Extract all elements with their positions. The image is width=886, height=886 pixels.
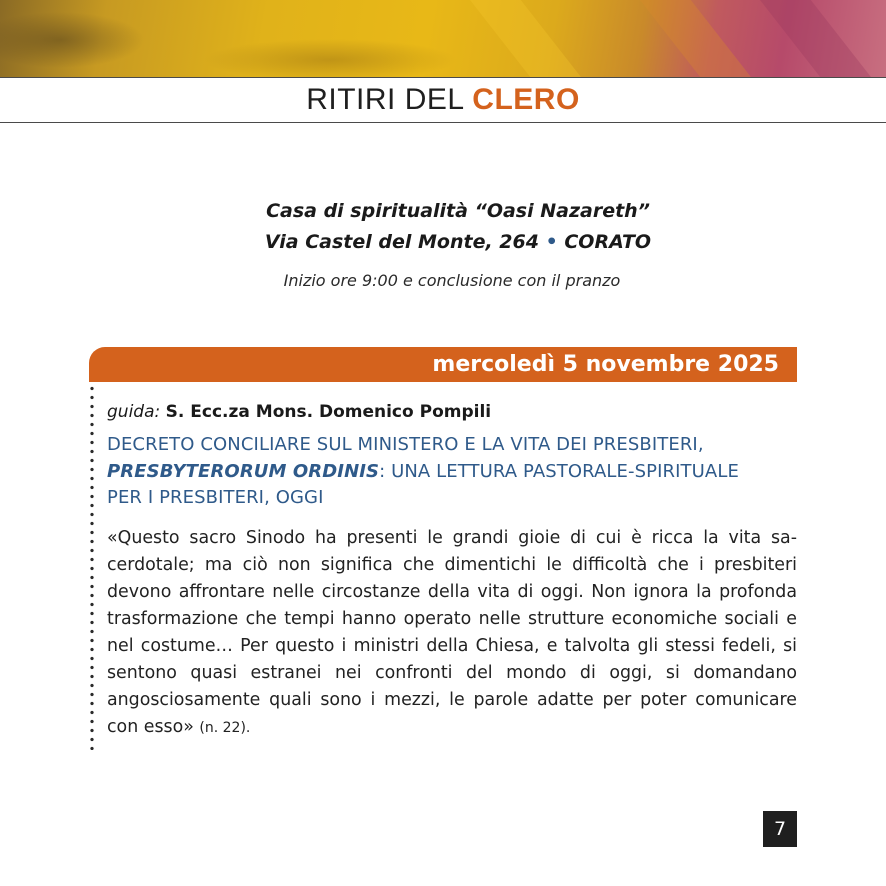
event-date: mercoledì 5 novembre 2025 (432, 352, 779, 377)
talk-title-emphasis: PRESBYTERORUM ORDINIS (107, 460, 380, 482)
banner-brushstroke (640, 0, 758, 77)
talk-title-line3: PER I PRESBITERI, OGGI (107, 487, 324, 508)
dotted-margin-line (89, 384, 95, 750)
talk-title-line1: DECRETO CONCILIARE SUL MINISTERO E LA VITA DEI PRESBITERI, (107, 434, 704, 455)
venue-address: Via Castel del Monte, 264 (264, 231, 539, 253)
guide-label: guida: (107, 402, 161, 422)
page-number: 7 (763, 811, 797, 847)
date-banner (89, 347, 797, 382)
page-title-accent: CLERO (472, 83, 580, 116)
guide-line (107, 400, 797, 424)
talk-title-line2-rest: : UNA LETTURA PASTORALE-SPIRITUALE (379, 460, 739, 482)
page-title-prefix: RITIRI DEL (306, 83, 464, 116)
banner-brushstroke (760, 0, 878, 77)
quote-reference: (n. 22). (199, 720, 251, 736)
event-timing: Inizio ore 9:00 e conclusione con il pranzo (283, 271, 621, 290)
quote-paragraph (107, 525, 797, 742)
header-artwork-banner (0, 0, 886, 77)
header-top-rule (0, 77, 886, 78)
venue-name: Casa di spiritualità “Oasi Nazareth” (266, 200, 650, 222)
talk-title (107, 432, 807, 512)
page-title (0, 80, 886, 120)
venue-city: CORATO (564, 231, 652, 253)
venue-block (0, 196, 886, 258)
banner-brushstroke (470, 0, 588, 77)
header-rule (0, 122, 886, 123)
talk-title-line2 (107, 459, 807, 486)
bullet-separator: • (545, 231, 558, 253)
quote-text: «Questo sacro Sinodo ha presenti le grandi gioie di cui è ricca la vita sacerdotale; ma ciò non significa che dimentichi le difficoltà che i presbiteri devono affrontare nelle circostanze della vita di oggi. Non ignora la profonda trasformazione che tempi hanno operato nelle strutture economiche sociali e nel costume… Per questo i ministri della Chiesa, e talvolta gli stessi fedeli, si sentono quasi estranei nei confronti del mondo di oggi, si domandano angosciosamente quali sono i mezzi, le parole adatte per poter comunicare con esso» (107, 528, 797, 737)
guide-name: S. Ecc.za Mons. Domenico Pompili (165, 402, 492, 422)
venue-address-line (0, 227, 886, 258)
